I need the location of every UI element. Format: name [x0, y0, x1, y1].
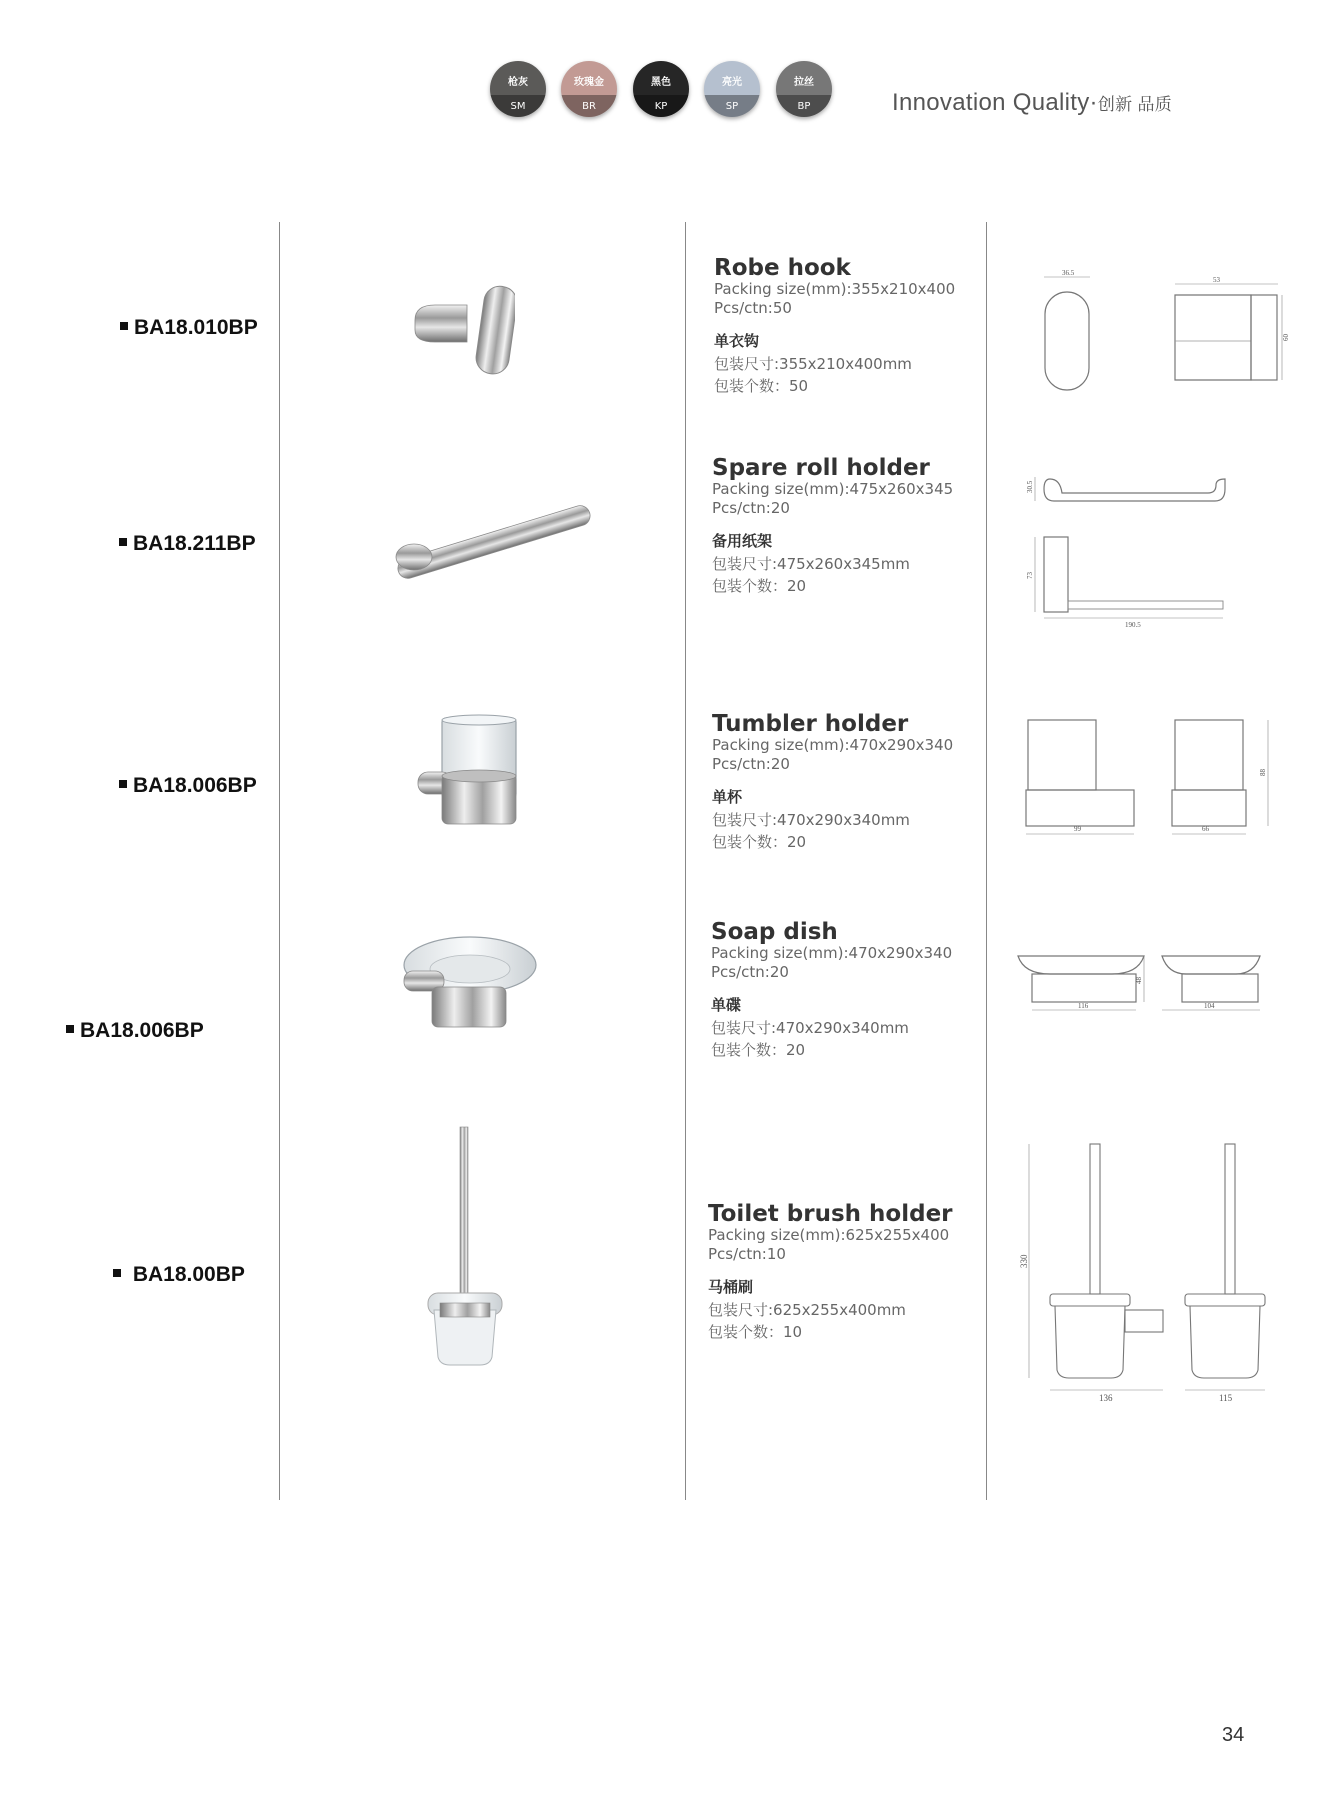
finish-cn: 拉丝	[794, 77, 814, 88]
pcs-per-carton: Pcs/ctn:50	[714, 299, 792, 317]
finish-swatch-br	[561, 61, 617, 117]
product-name-cn: 单杯	[712, 788, 743, 806]
dim-label: 104	[1204, 1002, 1215, 1010]
packing-size: Packing size(mm):470x290x340	[712, 736, 954, 754]
finish-swatch-kp	[633, 61, 689, 117]
product-code: BA18.006BP	[66, 1019, 204, 1043]
product-code: BA18.010BP	[120, 316, 258, 340]
finish-cn: 亮光	[722, 77, 742, 88]
dim-label: 48	[1135, 977, 1143, 984]
product-info	[711, 920, 971, 1061]
column-divider	[685, 222, 686, 1500]
tumbler-holder-drawing	[1020, 712, 1280, 842]
pcs-per-carton-cn: 包装个数：10	[708, 1323, 803, 1341]
pcs-per-carton-cn: 包装个数：20	[712, 833, 807, 851]
product-code: BA18.211BP	[119, 532, 256, 556]
product-name-cn: 备用纸架	[712, 532, 773, 550]
toilet-brush-holder-image	[420, 1125, 510, 1375]
packing-size: Packing size(mm):475x260x345	[712, 480, 954, 498]
product-name: Spare roll holder	[712, 455, 930, 481]
dim-label: 190.5	[1125, 621, 1141, 629]
product-name-cn: 单碟	[711, 996, 742, 1014]
pcs-per-carton: Pcs/ctn:20	[712, 755, 790, 773]
dim-label: 115	[1219, 1393, 1233, 1403]
packing-size-cn: 包装尺寸:470x290x340mm	[712, 811, 910, 829]
page-number: 34	[1222, 1724, 1245, 1746]
packing-size: Packing size(mm):625x255x400	[708, 1226, 950, 1244]
finish-swatch-sm	[490, 61, 546, 117]
packing-size: Packing size(mm):355x210x400	[714, 280, 956, 298]
tagline-en: Innovation Quality	[892, 89, 1090, 116]
dim-label: 116	[1078, 1002, 1089, 1010]
finish-swatch-bp	[776, 61, 832, 117]
product-code: BA18.00BP	[113, 1263, 245, 1287]
finish-code: SP	[725, 101, 739, 112]
dim-label: 330	[1019, 1254, 1029, 1268]
product-info	[712, 712, 972, 853]
robe-hook-drawing	[1020, 265, 1290, 395]
product-name-cn: 马桶刷	[708, 1278, 754, 1296]
dim-label: 136	[1099, 1393, 1113, 1403]
spare-roll-holder-drawing	[1020, 465, 1240, 635]
tagline	[892, 89, 1172, 117]
finish-code: BP	[797, 101, 811, 112]
tagline-cn: 创新 品质	[1097, 95, 1173, 114]
column-divider	[986, 222, 987, 1500]
product-info	[714, 256, 974, 397]
dim-label: 53	[1213, 276, 1220, 284]
column-divider	[279, 222, 280, 1500]
pcs-per-carton: Pcs/ctn:20	[712, 499, 790, 517]
product-code: BA18.006BP	[119, 774, 257, 798]
tagline-dot: ·	[1089, 89, 1098, 116]
packing-size: Packing size(mm):470x290x340	[711, 944, 953, 962]
dim-label: 30.5	[1026, 480, 1034, 493]
pcs-per-carton-cn: 包装个数：20	[711, 1041, 806, 1059]
finish-code: SM	[510, 101, 526, 112]
finish-cn: 黑色	[651, 77, 671, 88]
soap-dish-drawing	[1012, 948, 1282, 1024]
dim-label: 66	[1202, 825, 1209, 833]
product-info	[712, 456, 972, 597]
finish-code: KP	[654, 101, 668, 112]
product-name: Soap dish	[711, 919, 838, 945]
spare-roll-holder-image	[390, 502, 600, 582]
pcs-per-carton: Pcs/ctn:10	[708, 1245, 786, 1263]
finish-cn: 枪灰	[508, 77, 528, 88]
tumbler-holder-image	[412, 714, 522, 830]
dim-label: 99	[1074, 825, 1081, 833]
packing-size-cn: 包装尺寸:470x290x340mm	[711, 1019, 909, 1037]
product-name: Toilet brush holder	[708, 1201, 953, 1227]
dim-label: 36.5	[1062, 269, 1075, 277]
soap-dish-image	[400, 935, 540, 1035]
finish-swatch-sp	[704, 61, 760, 117]
pcs-per-carton-cn: 包装个数：20	[712, 577, 807, 595]
dim-label: 73	[1026, 572, 1034, 579]
toilet-brush-holder-drawing	[1015, 1138, 1275, 1418]
product-name: Robe hook	[714, 255, 851, 281]
robe-hook-image	[405, 280, 515, 380]
dim-label: 60	[1282, 334, 1290, 341]
packing-size-cn: 包装尺寸:355x210x400mm	[714, 355, 912, 373]
pcs-per-carton: Pcs/ctn:20	[711, 963, 789, 981]
packing-size-cn: 包装尺寸:475x260x345mm	[712, 555, 910, 573]
product-name: Tumbler holder	[712, 711, 909, 737]
dim-label: 88	[1259, 769, 1267, 776]
finish-code: BR	[582, 101, 596, 112]
product-info	[708, 1202, 968, 1343]
packing-size-cn: 包装尺寸:625x255x400mm	[708, 1301, 906, 1319]
finish-cn: 玫瑰金	[574, 77, 604, 88]
pcs-per-carton-cn: 包装个数：50	[714, 377, 809, 395]
product-name-cn: 单衣钩	[714, 332, 760, 350]
